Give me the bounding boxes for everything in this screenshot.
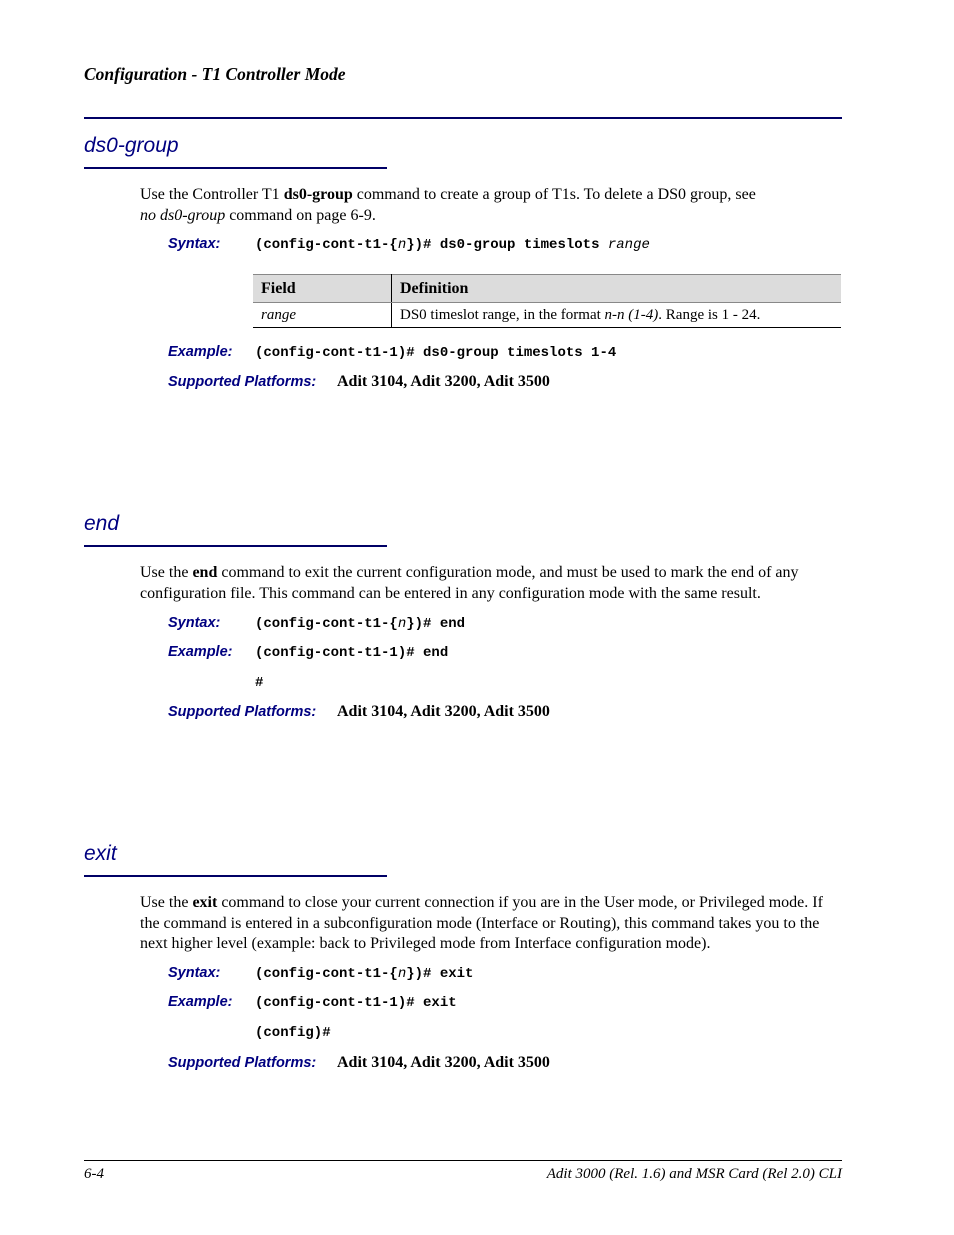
syntax-label: Syntax: [168,615,221,631]
desc-command: end [192,564,218,581]
end-description [140,563,845,604]
section-rule-end [84,545,387,547]
desc-text: command to exit the current configuration mode, and must be used to mark the end of any configuration file. This command can be entered in any configuration mode with the same result. [140,564,799,602]
def-format: n-n (1-4) [604,306,659,323]
example-label: Example: [168,344,233,360]
example-label: Example: [168,994,233,1010]
page-number: 6-4 [84,1166,104,1182]
example-output: # [255,675,264,691]
platforms-list: Adit 3104, Adit 3200, Adit 3500 [337,373,550,390]
table-row [253,303,841,328]
syntax-code [255,616,465,632]
platforms-label: Supported Platforms: [168,374,317,390]
platforms-list: Adit 3104, Adit 3200, Adit 3500 [337,1054,550,1071]
code-text: (config-cont-t1-{ [255,616,398,632]
code-variable: n [397,616,407,632]
desc-text: Use the [140,564,193,581]
platforms-label: Supported Platforms: [168,1055,317,1071]
syntax-code [255,966,473,982]
ds0-group-description [140,185,845,226]
table-header-row [253,275,841,303]
section-title-exit: exit [84,842,117,865]
desc-text: command to create a group of T1s. To delete a DS0 group, see [352,186,756,203]
desc-text: command to close your current connection if you are in the User mode, or Privileged mode. If the command is entered in a subconfiguration mode (Interface or Routing), this command takes you to the next higher level (example: back to Privileged mode from Interface configuration mode). [140,894,823,952]
field-definition-table [253,274,841,328]
code-text: (config-cont-t1-{ [255,237,398,253]
desc-command: ds0-group [283,186,353,203]
document-title: Adit 3000 (Rel. 1.6) and MSR Card (Rel 2.0) CLI [546,1166,842,1182]
code-text: })# exit [406,966,474,982]
running-head: Configuration - T1 Controller Mode [84,64,346,84]
example-code: (config-cont-t1-1)# ds0-group timeslots 1-4 [255,345,617,361]
section-rule-ds0-group [84,167,387,169]
section-title-end: end [84,512,120,535]
example-code: (config-cont-t1-1)# end [255,645,449,661]
code-variable: n [397,966,407,982]
syntax-label: Syntax: [168,965,221,981]
code-parameter: range [607,237,650,253]
exit-description [140,893,845,955]
desc-text: Use the [140,894,193,911]
code-variable: n [397,237,407,253]
footer-rule [84,1160,842,1161]
header-rule [84,117,842,119]
code-text: })# end [406,616,466,632]
desc-command: exit [192,894,218,911]
syntax-label: Syntax: [168,236,221,252]
table-cell-definition [392,303,842,328]
platforms-list: Adit 3104, Adit 3200, Adit 3500 [337,703,550,720]
platforms-label: Supported Platforms: [168,704,317,720]
table-cell-field: range [253,303,392,328]
code-text: (config-cont-t1-{ [255,966,398,982]
table-header-definition: Definition [392,275,842,303]
section-title-ds0-group: ds0-group [84,134,179,157]
table-header-field: Field [253,275,392,303]
desc-reference: no ds0-group [140,206,226,224]
example-code: (config-cont-t1-1)# exit [255,995,457,1011]
code-text: })# ds0-group timeslots [406,237,608,253]
example-output: (config)# [255,1025,331,1041]
def-text: . Range is 1 - 24. [658,306,761,323]
syntax-code [255,237,650,253]
desc-text: command on page 6-9. [225,206,376,224]
desc-text: Use the Controller T1 [140,186,284,203]
def-text: DS0 timeslot range, in the format [400,306,605,323]
example-label: Example: [168,644,233,660]
section-rule-exit [84,875,387,877]
